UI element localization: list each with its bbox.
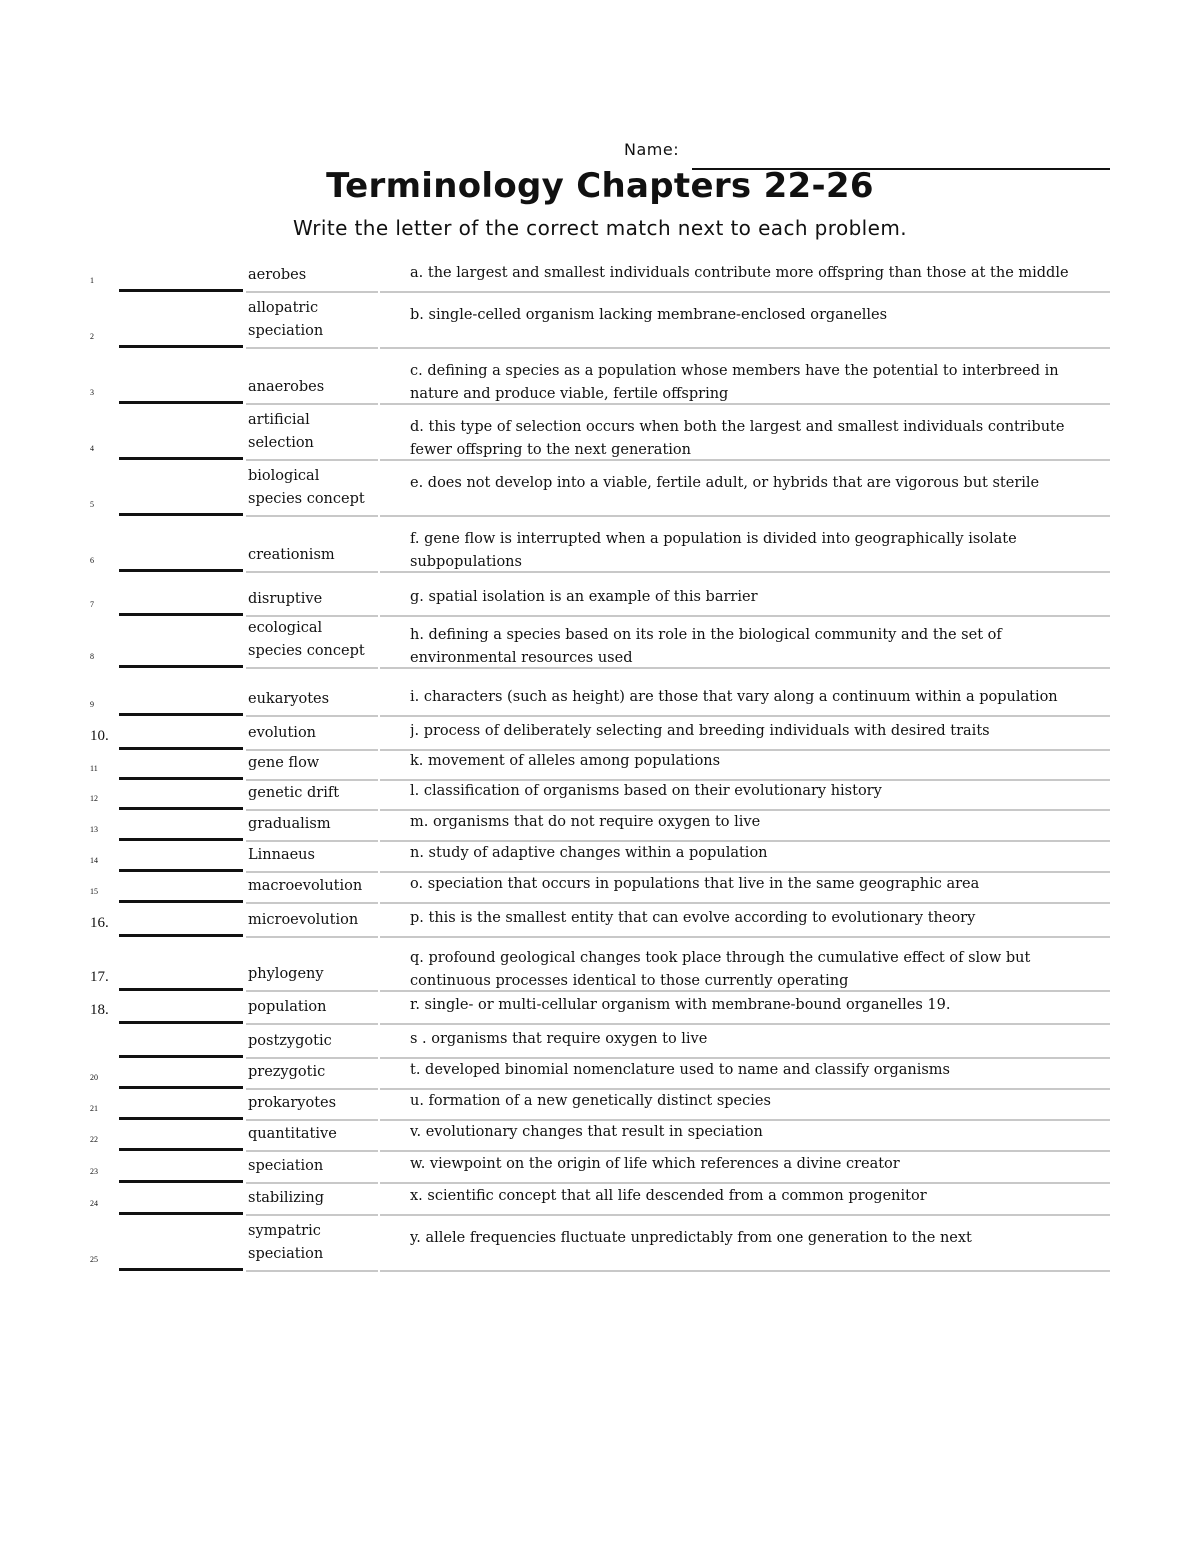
match-row	[0, 937, 1200, 991]
definition: h. defining a species based on its role in the biological community and the set of environmental resources used	[410, 627, 1002, 666]
match-row	[0, 1183, 1200, 1215]
question-number: 7	[90, 600, 94, 609]
term: phylogeny	[248, 966, 324, 982]
question-number: 16.	[90, 915, 109, 931]
definition: l. classification of organisms based on their evolutionary history	[410, 783, 882, 799]
match-row	[0, 616, 1200, 668]
term: population	[248, 999, 327, 1015]
definition: t. developed binomial nomenclature used to name and classify organisms	[410, 1062, 950, 1078]
definition: d. this type of selection occurs when both the largest and smallest individuals contribute fewer offspring to the next generation	[410, 419, 1065, 458]
question-number: 17.	[90, 969, 109, 985]
question-number: 22	[90, 1135, 98, 1144]
page-title: Terminology Chapters 22-26	[326, 166, 874, 206]
question-number: 23	[90, 1167, 98, 1176]
term: sympatric speciation	[248, 1223, 324, 1262]
definition: e. does not develop into a viable, fertile adult, or hybrids that are vigorous but sterile	[410, 475, 1040, 491]
question-number: 15	[90, 887, 98, 896]
term: artificial selection	[248, 412, 314, 451]
definition: f. gene flow is interrupted when a population is divided into geographically isolate subpopulations	[410, 531, 1017, 570]
definition: c. defining a species as a population whose members have the potential to interbreed in nature and produce viable, fertile offspring	[410, 363, 1059, 402]
question-number: 13	[90, 825, 98, 834]
question-number: 6	[90, 556, 94, 565]
question-number: 18.	[90, 1002, 109, 1018]
term: genetic drift	[248, 785, 340, 801]
term: allopatric speciation	[248, 300, 324, 339]
definition: k. movement of alleles among populations	[410, 753, 721, 769]
match-row	[0, 572, 1200, 616]
question-number: 24	[90, 1199, 98, 1208]
definition: p. this is the smallest entity that can evolve according to evolutionary theory	[410, 910, 976, 926]
question-number: 8	[90, 652, 94, 661]
term-rule	[246, 1270, 378, 1272]
term: biological species concept	[248, 468, 365, 507]
term: creationism	[248, 547, 335, 563]
definition: g. spatial isolation is an example of this barrier	[410, 589, 758, 605]
definition: r. single- or multi-cellular organism with membrane-bound organelles 19.	[410, 997, 951, 1013]
definition: q. profound geological changes took place through the cumulative effect of slow but continuous processes identical to those currently operating	[410, 950, 1031, 989]
term: prezygotic	[248, 1064, 326, 1080]
match-row	[0, 1058, 1200, 1089]
term: disruptive	[248, 591, 323, 607]
question-number: 11	[90, 764, 98, 773]
term: eukaryotes	[248, 691, 330, 707]
term: gradualism	[248, 816, 331, 832]
match-row	[0, 1215, 1200, 1271]
definition: m. organisms that do not require oxygen to live	[410, 814, 761, 830]
question-number: 20	[90, 1073, 98, 1082]
match-row	[0, 260, 1200, 292]
definition: a. the largest and smallest individuals contribute more offspring than those at the middle	[410, 265, 1069, 281]
term: Linnaeus	[248, 847, 315, 863]
term: macroevolution	[248, 878, 363, 894]
definition: i. characters (such as height) are those that vary along a continuum within a population	[410, 689, 1058, 705]
term: aerobes	[248, 267, 307, 283]
question-number: 9	[90, 700, 94, 709]
definition: x. scientific concept that all life descended from a common progenitor	[410, 1188, 927, 1204]
match-row	[0, 991, 1200, 1024]
definition-rule	[380, 1270, 1110, 1272]
definition: v. evolutionary changes that result in speciation	[410, 1124, 763, 1140]
definition: s . organisms that require oxygen to live	[410, 1031, 708, 1047]
match-row	[0, 292, 1200, 348]
match-row	[0, 516, 1200, 572]
question-number: 1	[90, 276, 94, 285]
term: stabilizing	[248, 1190, 325, 1206]
definition: u. formation of a new genetically distinct species	[410, 1093, 771, 1109]
instructions: Write the letter of the correct match next to each problem.	[293, 216, 907, 240]
term: anaerobes	[248, 379, 325, 395]
match-row	[0, 716, 1200, 750]
question-number: 25	[90, 1255, 98, 1264]
term: ecological species concept	[248, 620, 365, 659]
question-number: 4	[90, 444, 94, 453]
match-row	[0, 460, 1200, 516]
term: microevolution	[248, 912, 359, 928]
definition: n. study of adaptive changes within a population	[410, 845, 768, 861]
term: gene flow	[248, 755, 320, 771]
term: prokaryotes	[248, 1095, 337, 1111]
match-row	[0, 810, 1200, 841]
definition: o. speciation that occurs in populations that live in the same geographic area	[410, 876, 980, 892]
match-row	[0, 841, 1200, 872]
definition: b. single-celled organism lacking membrane-enclosed organelles	[410, 307, 888, 323]
match-row	[0, 872, 1200, 903]
match-row	[0, 1120, 1200, 1151]
name-label: Name:	[624, 140, 680, 159]
match-row	[0, 750, 1200, 780]
match-row	[0, 668, 1200, 716]
term: evolution	[248, 725, 317, 741]
match-row	[0, 1024, 1200, 1058]
answer-blank[interactable]	[119, 1268, 243, 1271]
match-row	[0, 404, 1200, 460]
match-row	[0, 1089, 1200, 1120]
match-row	[0, 903, 1200, 937]
term: speciation	[248, 1158, 324, 1174]
term: quantitative	[248, 1126, 337, 1142]
term: postzygotic	[248, 1033, 332, 1049]
definition: w. viewpoint on the origin of life which references a divine creator	[410, 1156, 900, 1172]
match-row	[0, 348, 1200, 404]
question-number: 10.	[90, 728, 109, 744]
question-number: 3	[90, 388, 94, 397]
match-row	[0, 780, 1200, 810]
definition: y. allele frequencies fluctuate unpredictably from one generation to the next	[410, 1230, 972, 1246]
question-number: 14	[90, 856, 98, 865]
question-number: 21	[90, 1104, 98, 1113]
question-number: 2	[90, 332, 94, 341]
question-number: 5	[90, 500, 94, 509]
definition: j. process of deliberately selecting and breeding individuals with desired traits	[410, 723, 990, 739]
match-row	[0, 1151, 1200, 1183]
question-number: 12	[90, 794, 98, 803]
